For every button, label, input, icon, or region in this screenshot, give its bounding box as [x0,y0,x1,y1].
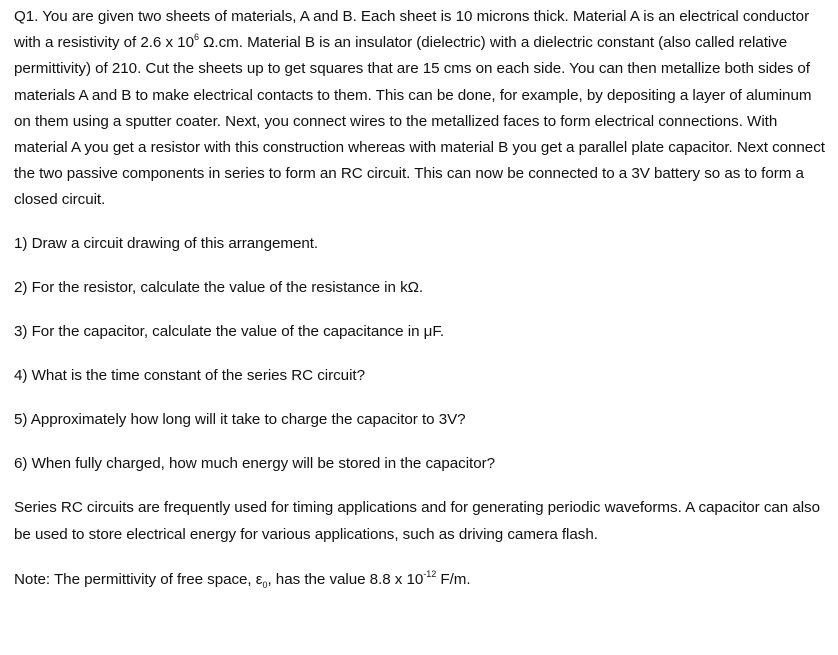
epsilon-subscript: 0 [262,579,268,590]
question-1-intro [14,4,826,214]
question-1-part-4: 4) What is the time constant of the series RC circuit? [14,367,365,385]
question-1-part-3: 3) For the capacitor, calculate the value of the capacitance in μF. [14,323,445,341]
note-paragraph [14,567,826,593]
note-middle: , has the value 8.8 x 10 [267,570,424,588]
question-1-part-1: 1) Draw a circuit drawing of this arrangement. [14,235,319,253]
question-1-part-5: 5) Approximately how long will it take to charge the capacitor to 3V? [14,411,466,429]
note-prefix: Note: The permittivity of free space, ε [14,570,263,588]
question-1-part-2: 2) For the resistor, calculate the value of the resistance in kΩ. [14,279,424,297]
question-1-part-6: 6) When fully charged, how much energy will be stored in the capacitor? [14,455,496,473]
intro-text-part-1: Q1. You are given two sheets of materials, A and B. Each sheet is 10 microns thick. Material A is an electrical conductor with a resistivity of 2.6 x 10 [14,8,810,52]
document [14,0,826,593]
permittivity-exponent: -12 [423,568,437,579]
series-rc-paragraph: Series RC circuits are frequently used for timing applications and for generating periodic waveforms. A capacitor can also be used to store electrical energy for various applications, such as driving camera flash. [14,499,820,543]
note-suffix: F/m. [436,570,471,588]
intro-text-part-2: Ω.cm. Material B is an insulator (dielectric) with a dielectric constant (also called relative permittivity) of 210. Cut the sheets up to get squares that are 15 cms on each side. You can then metallize both sides of materials A and B to make electrical contacts to them. This can be done, for example, by depositing a layer of aluminum on them using a sputter coater. Next, you connect wires to the metallized faces to form electrical connections. With material A you get a resistor with this construction whereas with material B you get a parallel plate capacitor. Next connect the two passive components in series to form an RC circuit. This can now be connected to a 3V battery so as to form a closed circuit. [14,34,825,209]
resistivity-exponent: 6 [193,32,199,43]
